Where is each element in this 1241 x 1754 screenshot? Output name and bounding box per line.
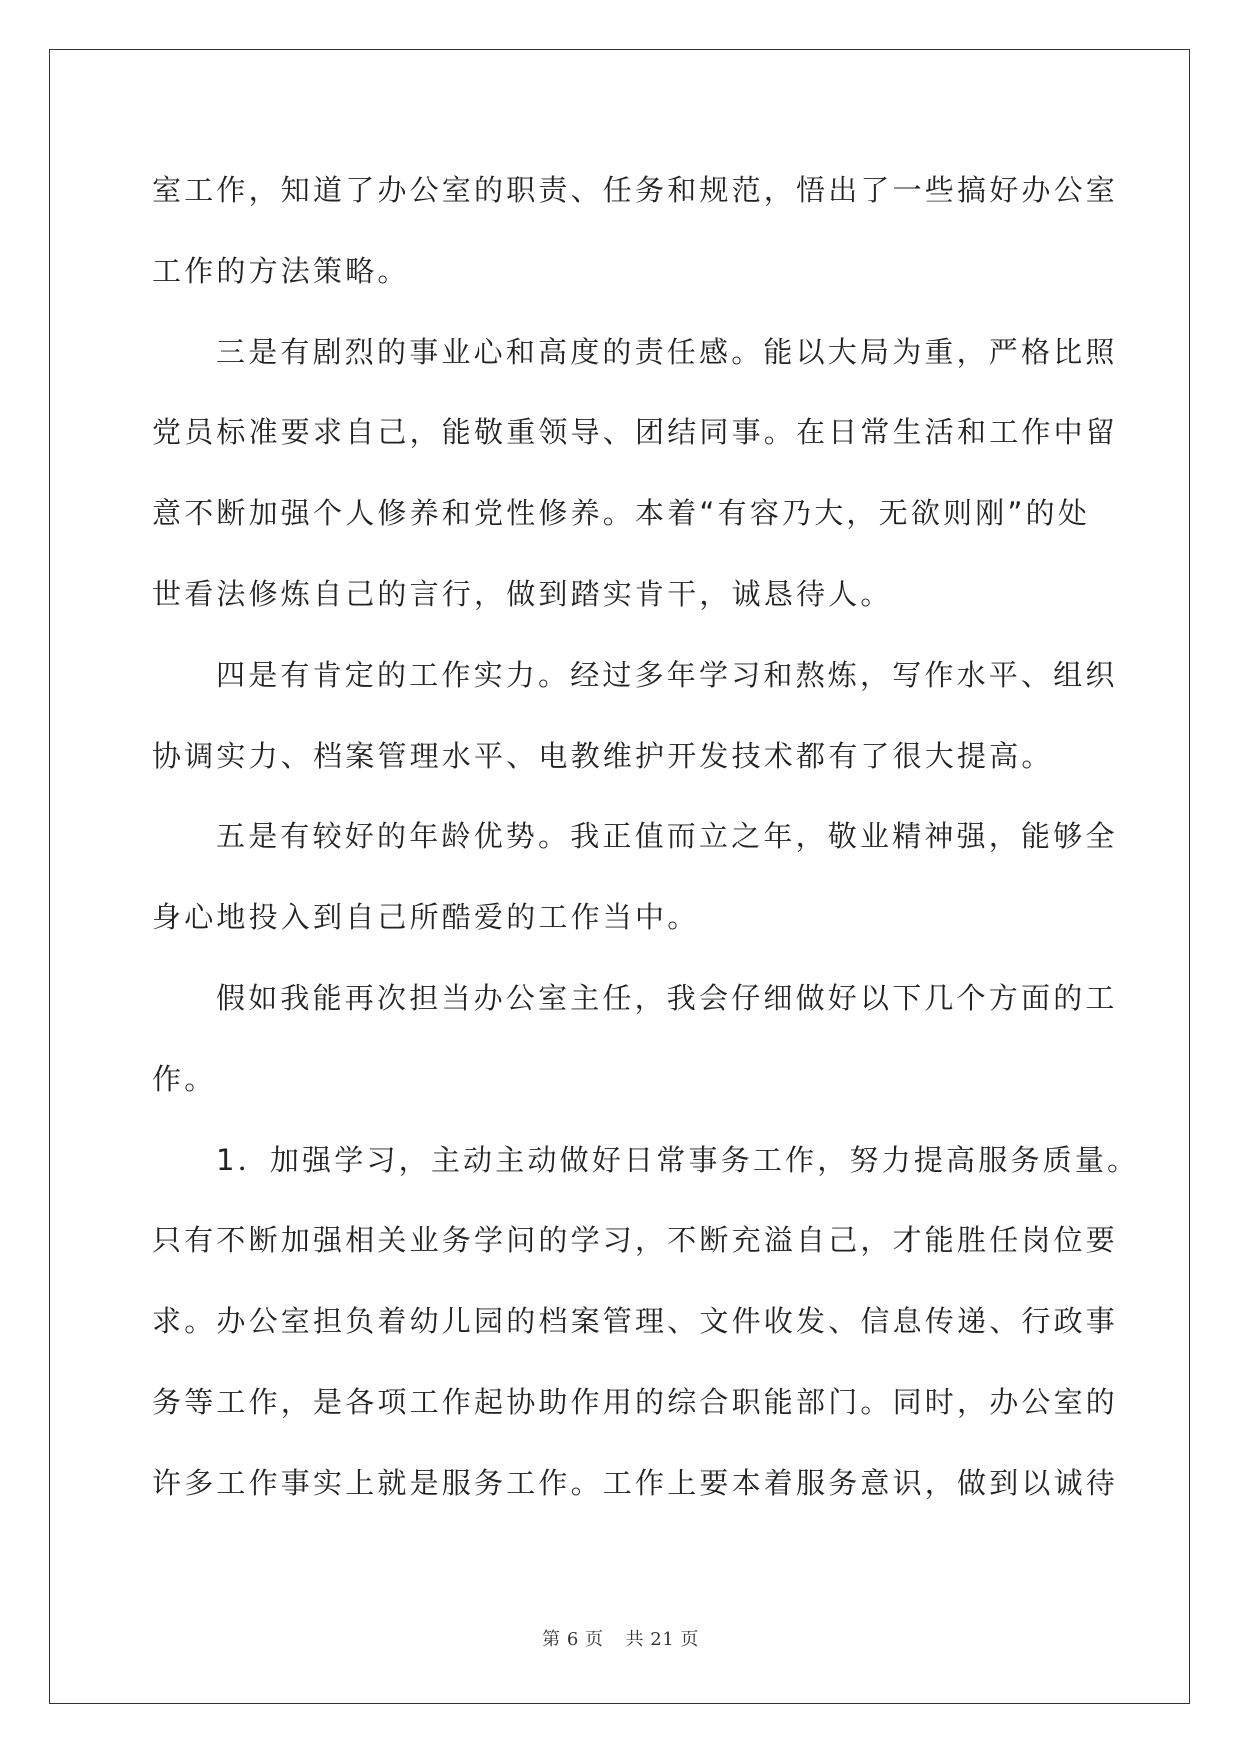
paragraph-start: 1．加强学习，主动主动做好日常事务工作，努力提高服务质量。 bbox=[216, 1142, 1140, 1177]
paragraph-start: 假如我能再次担当办公室主任，我会仔细做好以下几个方面的工 bbox=[216, 980, 1118, 1015]
paragraph-start: 四是有肯定的工作实力。经过多年学习和熬炼，写作水平、组织 bbox=[216, 657, 1118, 692]
page-number: 第 6 页 bbox=[542, 1629, 604, 1650]
paragraph-start: 五是有较好的年龄优势。我正值而立之年，敬业精神强，能够全 bbox=[216, 819, 1118, 854]
document-body bbox=[152, 150, 1140, 1524]
text-line: 许多工作事实上就是服务工作。工作上要本着服务意识，做到以诚待 bbox=[152, 1465, 1119, 1500]
text-line: 求。办公室担负着幼儿园的档案管理、文件收发、信息传递、行政事 bbox=[152, 1304, 1119, 1339]
text-line: 作。 bbox=[152, 1061, 217, 1096]
text-line: 协调实力、档案管理水平、电教维护开发技术都有了很大提高。 bbox=[152, 738, 1054, 773]
text-line: 世看法修炼自己的言行，做到踏实肯干，诚恳待人。 bbox=[152, 576, 893, 611]
page-total: 共 21 页 bbox=[625, 1629, 699, 1650]
text-line: 身心地投入到自己所酷爱的工作当中。 bbox=[152, 900, 700, 935]
text-line: 党员标准要求自己，能敬重领导、团结同事。在日常生活和工作中留 bbox=[152, 415, 1119, 450]
text-line: 意不断加强个人修养和党性修养。本着“有容乃大，无欲则刚”的处 bbox=[152, 496, 1091, 531]
text-line: 务等工作，是各项工作起协助作用的综合职能部门。同时，办公室的 bbox=[152, 1384, 1119, 1419]
text-line: 只有不断加强相关业务学问的学习，不断充溢自己，才能胜任岗位要 bbox=[152, 1223, 1119, 1258]
paragraph-start: 三是有剧烈的事业心和高度的责任感。能以大局为重，严格比照 bbox=[216, 334, 1118, 369]
text-line: 室工作，知道了办公室的职责、任务和规范，悟出了一些搞好办公室 bbox=[152, 173, 1119, 207]
page-footer bbox=[0, 1625, 1241, 1651]
text-line: 工作的方法策略。 bbox=[152, 253, 410, 288]
